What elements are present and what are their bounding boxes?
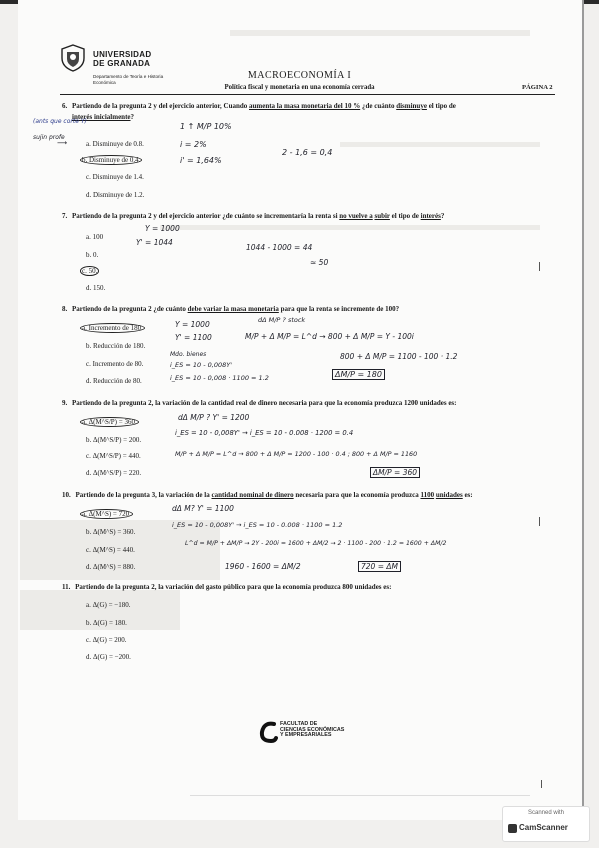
scan-mark bbox=[539, 262, 540, 271]
option-7a: a. 100 bbox=[86, 233, 104, 241]
option-11c: c. Δ(G) = 200. bbox=[86, 636, 127, 644]
camscanner-watermark bbox=[502, 806, 590, 842]
scan-mark bbox=[541, 780, 542, 788]
handwritten-equation: M/P + Δ M/P = L^d → 800 + Δ M/P = Y - 100i bbox=[245, 332, 414, 341]
scanned-with-label: Scanned with bbox=[527, 810, 565, 816]
option-10d: d. Δ(M^S) = 880. bbox=[86, 563, 136, 571]
boxed-answer: 720 = ΔM bbox=[358, 561, 401, 572]
camscanner-label: CamScanner bbox=[519, 823, 568, 832]
option-10a bbox=[80, 510, 133, 519]
option-8a bbox=[80, 324, 145, 333]
option-9c: c. Δ(M^S/P) = 440. bbox=[86, 452, 141, 460]
question-text-underlined: disminuye bbox=[396, 102, 427, 110]
handwritten-equation: L^d = M/P + ΔM/P → 2Y - 200i = 1600 + ΔM/2 → 2 · 1100 - 200 · 1.2 = 1600 + ΔM/2 bbox=[185, 540, 447, 547]
option-6c: c. Disminuye de 1.4. bbox=[86, 173, 144, 181]
bleed-through bbox=[160, 225, 540, 230]
selected-answer-mark: a. Incremento de 180. bbox=[82, 324, 143, 332]
option-6b bbox=[80, 156, 142, 165]
option-11d: d. Δ(G) = −200. bbox=[86, 653, 131, 661]
option-7b: b. 0. bbox=[86, 251, 99, 259]
handwritten-answer: ≃ 50 bbox=[310, 258, 329, 267]
handwritten-note: Y = 1000 bbox=[175, 320, 210, 329]
question-text-underlined: interés bbox=[420, 212, 441, 220]
question-text-underlined: no vuelve a bbox=[339, 212, 373, 220]
handwritten-answer bbox=[332, 370, 385, 379]
question-text: ? bbox=[440, 212, 445, 220]
option-11a: a. Δ(G) = −180. bbox=[86, 601, 131, 609]
handwritten-note: dΔ M? Y' = 1100 bbox=[172, 504, 234, 513]
option-8c: c. Incremento de 80. bbox=[86, 360, 144, 368]
question-text: el tipo de bbox=[391, 212, 419, 220]
university-name bbox=[93, 50, 151, 68]
handwritten-equation: 800 + Δ M/P = 1100 - 100 · 1.2 bbox=[340, 352, 458, 361]
boxed-answer: ΔM/P = 180 bbox=[332, 369, 385, 380]
option-11b: b. Δ(G) = 180. bbox=[86, 619, 127, 627]
faculty-name bbox=[280, 722, 344, 739]
question-8 bbox=[62, 304, 557, 315]
question-text: necesaria para que la economía produzca bbox=[295, 491, 419, 499]
handwritten-note: i = 2% bbox=[180, 140, 207, 149]
handwritten-note: 1044 - 1000 = 44 bbox=[246, 243, 313, 252]
arrow-icon: ⟶ bbox=[57, 139, 68, 147]
option-6a: a. Disminuye de 0.8. bbox=[86, 140, 144, 148]
university-crest-icon bbox=[60, 44, 86, 72]
handwritten-note: dΔ M/P ? Y' = 1200 bbox=[178, 413, 250, 422]
handwritten-note: i_ES = 10 - 0,008Y' bbox=[170, 361, 232, 369]
scan-mark bbox=[539, 517, 540, 526]
question-text-underlined: unidades bbox=[435, 491, 463, 499]
question-10 bbox=[62, 490, 557, 501]
option-6d: d. Disminuye de 1.2. bbox=[86, 191, 145, 199]
header-rule bbox=[60, 94, 555, 95]
option-9a bbox=[80, 418, 139, 427]
handwritten-note: 1960 - 1600 = ΔM/2 bbox=[225, 562, 301, 571]
selected-answer-mark: a. Δ(M^S/P) = 360. bbox=[82, 418, 137, 426]
option-8d: d. Reducción de 80. bbox=[86, 377, 142, 385]
question-number: 9. bbox=[62, 399, 68, 407]
question-number: 8. bbox=[62, 305, 68, 313]
scanned-page bbox=[18, 0, 584, 820]
question-text-underlined: aumenta la masa monetaria del 10 % bbox=[249, 102, 361, 110]
handwritten-note: 1 ↑ M/P 10% bbox=[180, 122, 232, 131]
question-text: ? bbox=[130, 113, 135, 121]
option-9b: b. Δ(M^S/P) = 200. bbox=[86, 436, 142, 444]
course-title: MACROECONOMÍA I bbox=[247, 70, 352, 81]
selected-answer-mark: c. 50. bbox=[82, 267, 98, 275]
question-text-underlined: subir bbox=[374, 212, 390, 220]
question-text-underlined: debe variar la masa monetaria bbox=[187, 305, 279, 313]
question-text: Partiendo de la pregunta 3, la variación de la bbox=[75, 491, 210, 499]
question-text: Partiendo de la pregunta 2, la variación de la cantidad real de dinero necesaria para que la economía produzca 1200 unidades es: bbox=[72, 399, 457, 407]
question-text: para que la renta se incremente de 100? bbox=[280, 305, 400, 313]
question-number: 10. bbox=[62, 491, 71, 499]
option-10b: b. Δ(M^S) = 360. bbox=[86, 528, 136, 536]
option-7c bbox=[80, 267, 99, 276]
handwritten-note: i_ES = 10 - 0,008 · 1100 = 1.2 bbox=[170, 374, 269, 382]
question-text: ¿de cuánto bbox=[361, 102, 395, 110]
option-8b: b. Reducción de 180. bbox=[86, 342, 146, 350]
question-text-underlined: 1100 bbox=[420, 491, 435, 499]
handwritten-equation: M/P + Δ M/P = L^d → 800 + Δ M/P = 1200 - 100 · 0.4 ; 800 + Δ M/P = 1160 bbox=[175, 450, 418, 458]
handwritten-answer: 2 - 1,6 = 0,4 bbox=[282, 148, 333, 157]
question-text: Partiendo de la pregunta 2, la variación del gasto público para que la economía produzca 800 unidades es: bbox=[75, 583, 392, 591]
faculty-line-2: CIENCIAS ECONÓMICAS bbox=[280, 726, 345, 733]
question-text: Partiendo de la pregunta 2 ¿de cuánto bbox=[72, 305, 186, 313]
question-text: es: bbox=[464, 491, 473, 499]
question-11 bbox=[62, 582, 557, 593]
handwritten-note: i' = 1,64% bbox=[180, 156, 222, 165]
handwritten-note: i_ES = 10 - 0,008Y' → i_ES = 10 - 0.008 · 1100 = 1.2 bbox=[172, 521, 343, 529]
question-7 bbox=[62, 211, 557, 222]
option-7d: d. 150. bbox=[86, 284, 106, 292]
handwritten-note: Y' = 1100 bbox=[175, 333, 212, 342]
handwritten-note: (ants que corte Y) bbox=[33, 118, 87, 125]
faculty-line-1: FACULTAD DE bbox=[280, 721, 318, 727]
question-text-underlined: interés inicialmente bbox=[72, 113, 131, 121]
scan-mark bbox=[190, 795, 530, 796]
question-number: 11. bbox=[62, 583, 71, 591]
university-line-1: UNIVERSIDAD bbox=[93, 50, 152, 59]
handwritten-note: i_ES = 10 - 0,008Y' → i_ES = 10 - 0.008 · 1200 = 0.4 bbox=[175, 429, 354, 437]
handwritten-note: dΔ M/P ? stock bbox=[258, 316, 306, 324]
bleed-through bbox=[340, 142, 540, 147]
university-line-2: DE GRANADA bbox=[93, 59, 151, 68]
camscanner-icon bbox=[508, 824, 517, 833]
faculty-line-3: Y EMPRESARIALES bbox=[280, 732, 332, 739]
question-text: el tipo de bbox=[428, 102, 456, 110]
question-text: Partiendo de la pregunta 2 y del ejercicio anterior, Cuando bbox=[72, 102, 248, 110]
question-6 bbox=[62, 101, 557, 123]
handwritten-answer bbox=[358, 562, 401, 571]
page-number: PÁGINA 2 bbox=[522, 84, 553, 91]
selected-answer-mark: a. Δ(M^S) = 720. bbox=[82, 510, 131, 518]
selected-answer-mark: b. Disminuye de 0.4. bbox=[82, 156, 141, 164]
handwritten-note: Mdo. bienes bbox=[170, 351, 207, 358]
question-text-underlined: cantidad nominal de dinero bbox=[211, 491, 294, 499]
option-9d: d. Δ(M^S/P) = 220. bbox=[86, 469, 142, 477]
question-text: Partiendo de la pregunta 2 y del ejercicio anterior ¿de cuánto se incrementaría la renta si bbox=[72, 212, 338, 220]
handwritten-answer bbox=[370, 468, 420, 477]
question-number: 7. bbox=[62, 212, 68, 220]
handwritten-note: Y' = 1044 bbox=[136, 238, 173, 247]
handwritten-note: sujin profe bbox=[33, 134, 65, 141]
document-subtitle: Política fiscal y monetaria en una economía cerrada bbox=[224, 84, 375, 91]
option-10c: c. Δ(M^S) = 440. bbox=[86, 546, 135, 554]
question-number: 6. bbox=[62, 102, 68, 110]
handwritten-note: Y = 1000 bbox=[145, 224, 180, 233]
department-name: Departamento de Teoría e Historia Económica bbox=[93, 74, 164, 85]
page-right-edge bbox=[582, 0, 584, 820]
question-9 bbox=[62, 398, 557, 409]
boxed-answer: ΔM/P = 360 bbox=[370, 467, 420, 478]
faculty-logo-icon bbox=[258, 720, 278, 744]
bleed-through bbox=[230, 30, 530, 36]
